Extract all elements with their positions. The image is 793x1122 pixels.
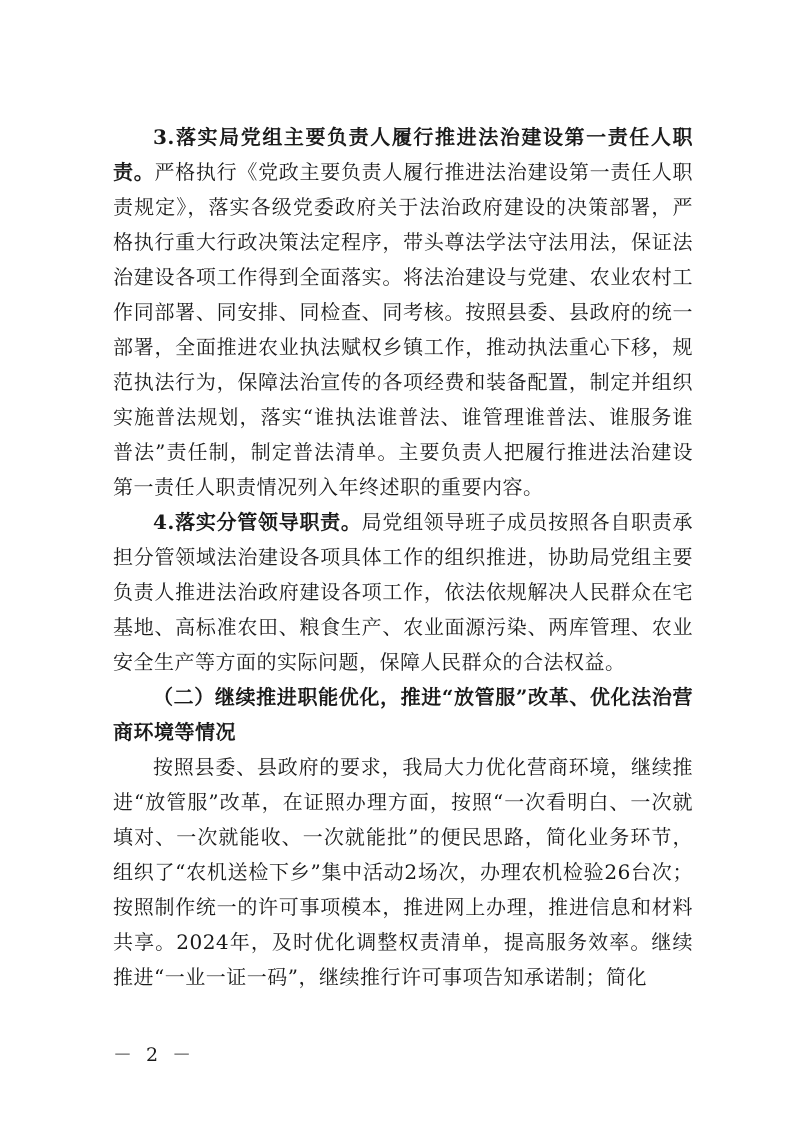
- page-number: － 2 －: [113, 1044, 196, 1066]
- section-4-lead: 4.落实分管领导职责。: [153, 510, 362, 534]
- subsection-heading: （二）继续推进职能优化，推进“放管服”改革、优化法治营商环境等情况: [113, 685, 693, 744]
- section-3-lead: 3.落实局党组主要负责人履行推进法治建设第一责任人职责。: [113, 125, 693, 184]
- section-4-paragraph: [113, 505, 693, 680]
- section-4-body: 局党组领导班子成员按照各自职责承担分管领域法治建设各项具体工作的组织推进，协助局党组主要负责人推进法治政府建设各项工作，依法依规解决人民群众在宅基地、高标准农田、粮食生产、农业面源污染、两库管理、农业安全生产等方面的实际问题，保障人民群众的合法权益。: [113, 510, 693, 674]
- section-3-paragraph: [113, 120, 693, 505]
- document-body: [113, 120, 693, 995]
- section-3-body: 严格执行《党政主要负责人履行推进法治建设第一责任人职责规定》，落实各级党委政府关于法治政府建设的决策部署，严格执行重大行政决策法定程序，带头尊法学法守法用法，保证法治建设各项工作得到全面落实。将法治建设与党建、农业农村工作同部署、同安排、同检查、同考核。按照县委、县政府的统一部署，全面推进农业执法赋权乡镇工作，推动执法重心下移，规范执法行为，保障法治宣传的各项经费和装备配置，制定并组织实施普法规划，落实“谁执法谁普法、谁管理谁普法、谁服务谁普法”责任制，制定普法清单。主要负责人把履行推进法治建设第一责任人职责情况列入年终述职的重要内容。: [113, 160, 694, 499]
- final-paragraph: 按照县委、县政府的要求，我局大力优化营商环境，继续推进“放管服”改革，在证照办理方面，按照“一次看明白、一次就填对、一次就能收、一次就能批”的便民思路，简化业务环节，组织了“农机送检下乡”集中活动2场次，办理农机检验26台次；按照制作统一的许可事项模本，推进网上办理，推进信息和材料共享。2024年，及时优化调整权责清单，提高服务效率。继续推进“一业一证一码”，继续推行许可事项告知承诺制；简化: [113, 755, 693, 989]
